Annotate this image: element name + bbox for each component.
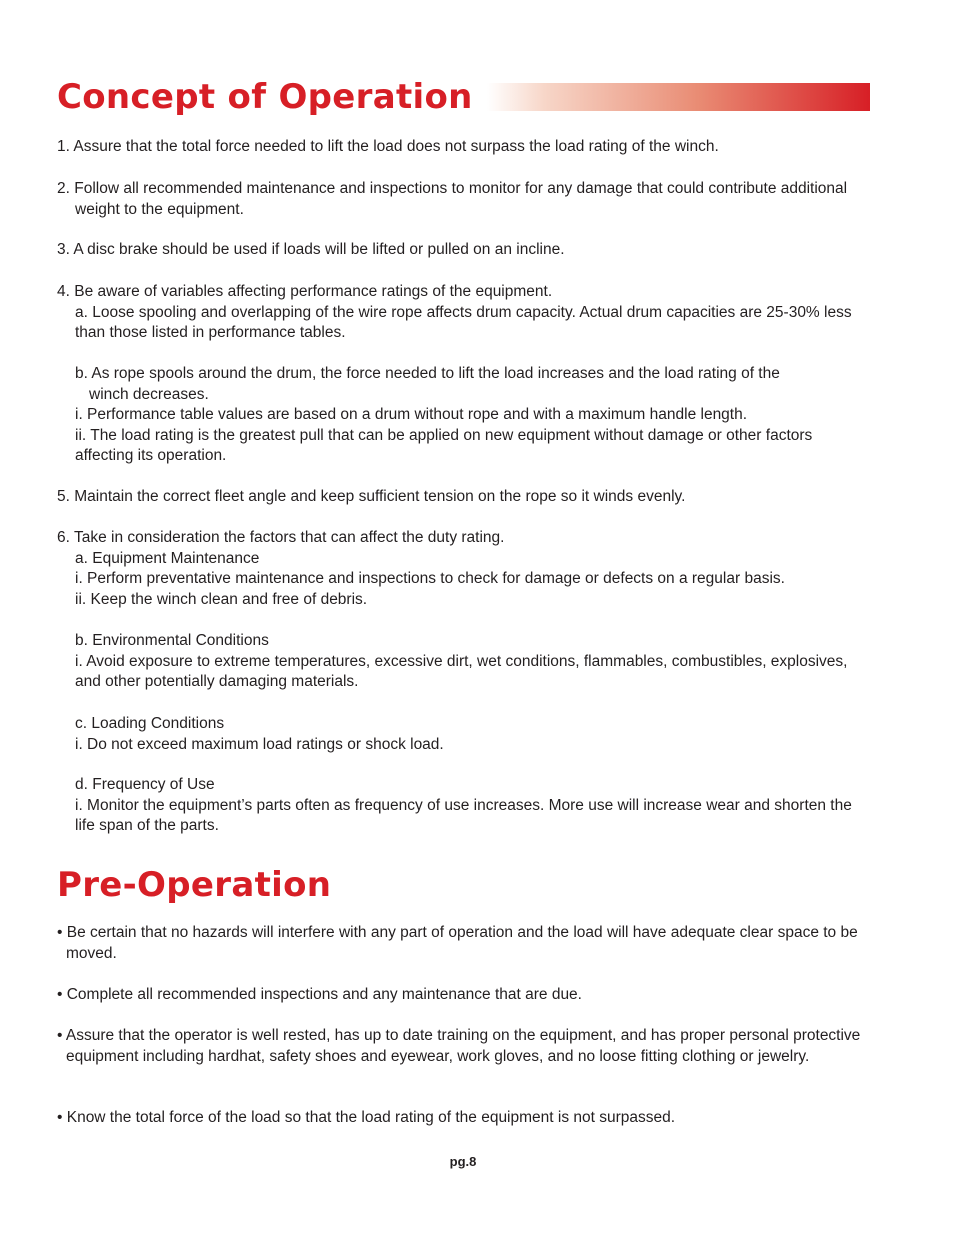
preop-title: Pre-Operation bbox=[57, 865, 332, 905]
preop-bullet-3 bbox=[57, 1026, 877, 1067]
item-6b: b. Environmental Conditions bbox=[75, 632, 269, 649]
item-6c-i: i. Do not exceed maximum load ratings or shock load. bbox=[75, 735, 444, 753]
item-text: 2. Follow all recommended maintenance and inspections to monitor for any damage that could contribute additional weight to the equipment. bbox=[57, 180, 848, 218]
concept-item-6 bbox=[57, 528, 877, 610]
item-text: 1. Assure that the total force needed to lift the load does not surpass the load rating of the winch. bbox=[57, 138, 719, 155]
item-text: 4. Be aware of variables affecting performance ratings of the equipment. bbox=[57, 283, 553, 300]
item-6a-ii: ii. Keep the winch clean and free of debris. bbox=[75, 590, 368, 608]
page-number: pg.8 bbox=[449, 1154, 477, 1169]
item-6a: a. Equipment Maintenance bbox=[75, 549, 260, 567]
preop-bullet-2 bbox=[57, 985, 877, 1006]
item-4b-ii: ii. The load rating is the greatest pull that can be applied on new equipment without damage or other factors affecting its operation. bbox=[75, 426, 813, 465]
item-text: 5. Maintain the correct fleet angle and keep sufficient tension on the rope so it winds evenly. bbox=[57, 488, 686, 505]
bullet-text: • Assure that the operator is well rested, has up to date training on the equipment, and has proper personal protective equipment including hardhat, safety shoes and eyewear, work gloves, and no loose fitting clothing or jewelry. bbox=[57, 1027, 861, 1065]
item-4b-i: i. Performance table values are based on a drum without rope and with a maximum handle length. bbox=[75, 406, 748, 424]
item-6b-i: i. Avoid exposure to extreme temperatures, excessive dirt, wet conditions, flammables, combustibles, explosives, and other potentially damaging materials. bbox=[75, 652, 848, 691]
item-6d: d. Frequency of Use bbox=[75, 776, 215, 793]
concept-item-1 bbox=[57, 137, 877, 158]
concept-item-3 bbox=[57, 240, 877, 261]
item-6a-i: i. Perform preventative maintenance and inspections to check for damage or defects on a regular basis. bbox=[75, 570, 785, 588]
concept-title: Concept of Operation bbox=[57, 77, 473, 117]
item-6d-i: i. Monitor the equipment’s parts often as frequency of use increases. More use will increase wear and shorten the life span of the parts. bbox=[75, 796, 852, 835]
item-4a: a. Loose spooling and overlapping of the wire rope affects drum capacity. Actual drum capacities are 25-30% less than those listed in performance tables. bbox=[75, 303, 852, 342]
item-4b-line1: b. As rope spools around the drum, the force needed to lift the load increases and the load rating of the bbox=[75, 365, 780, 382]
bullet-text: • Be certain that no hazards will interfere with any part of operation and the load will have adequate clear space to be moved. bbox=[57, 924, 858, 962]
concept-item-4 bbox=[57, 282, 877, 344]
item-4b-line2: winch decreases. bbox=[89, 385, 209, 403]
bullet-text: • Know the total force of the load so that the load rating of the equipment is not surpassed. bbox=[57, 1109, 676, 1126]
item-6c: c. Loading Conditions bbox=[75, 715, 225, 732]
concept-item-6c bbox=[57, 714, 877, 755]
concept-item-2 bbox=[57, 179, 877, 220]
bullet-text: • Complete all recommended inspections and any maintenance that are due. bbox=[57, 986, 582, 1003]
concept-item-6b bbox=[57, 631, 877, 693]
preop-bullet-4 bbox=[57, 1108, 877, 1129]
preop-heading-row bbox=[57, 865, 870, 905]
concept-item-5 bbox=[57, 487, 877, 508]
heading-gradient-bar bbox=[487, 83, 870, 111]
item-text: 6. Take in consideration the factors that can affect the duty rating. bbox=[57, 529, 505, 546]
preop-bullet-1 bbox=[57, 923, 877, 964]
concept-item-6d bbox=[57, 775, 877, 837]
concept-item-4b bbox=[57, 364, 877, 467]
item-text: 3. A disc brake should be used if loads will be lifted or pulled on an incline. bbox=[57, 241, 565, 258]
concept-heading-row bbox=[57, 77, 870, 117]
